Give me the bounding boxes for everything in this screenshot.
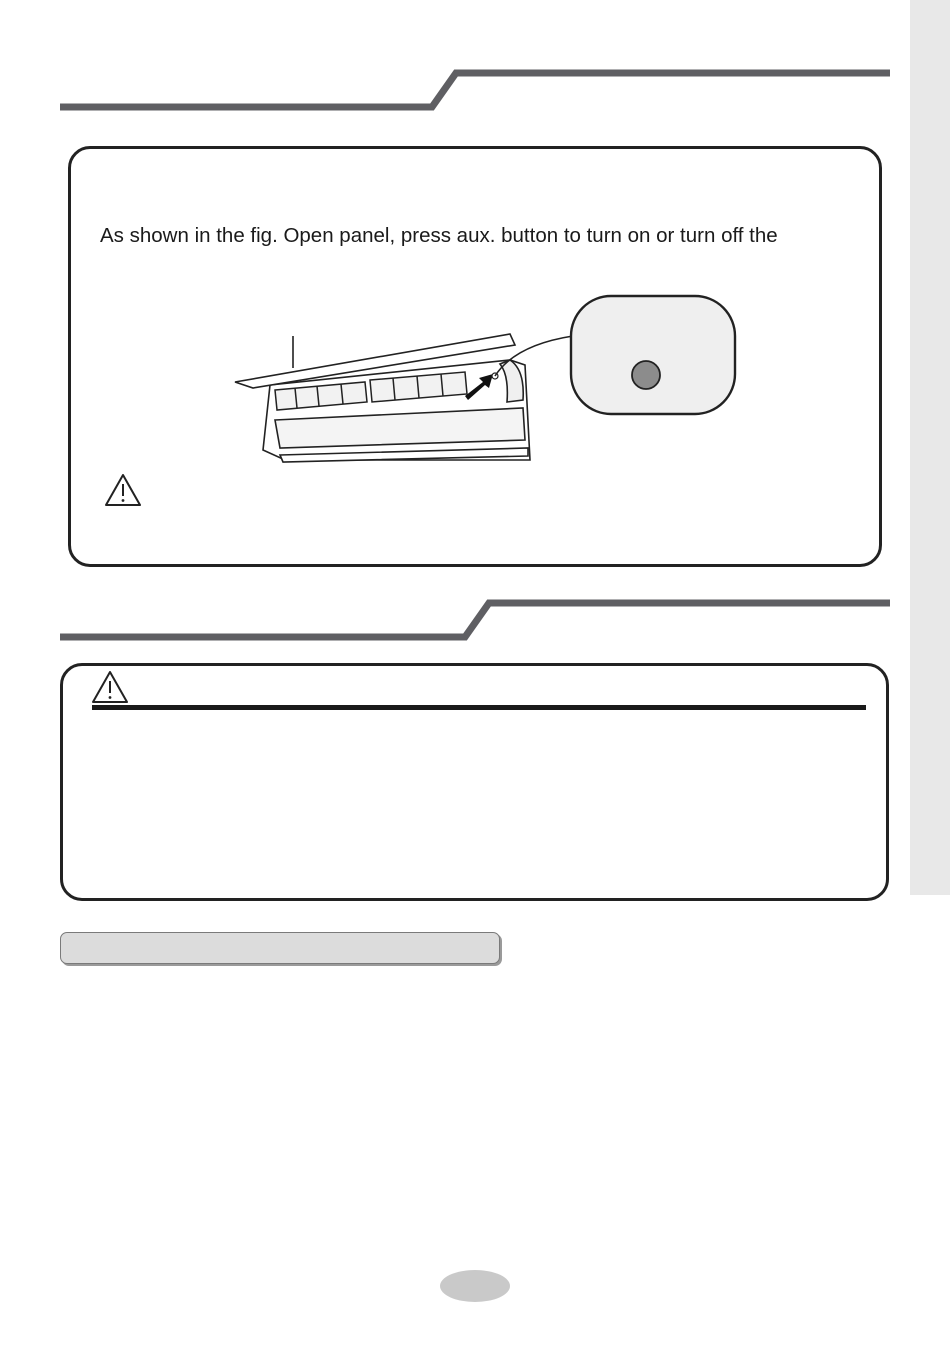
instruction-text: As shown in the fig. Open panel, press aux. button to turn on or turn off the [100,224,778,247]
warning-box [60,663,889,901]
page-number-oval [440,1270,510,1302]
warning-divider [92,705,866,710]
section-header-rule [0,65,950,115]
side-tab [910,0,950,895]
ac-unit-figure [225,290,745,480]
aux-button-icon [632,361,660,389]
section-heading-bar [60,932,500,964]
section-header-rule-2 [0,595,950,645]
warning-triangle-icon [103,472,143,508]
warning-triangle-icon-2 [90,669,130,705]
aux-button-callout [571,296,735,414]
